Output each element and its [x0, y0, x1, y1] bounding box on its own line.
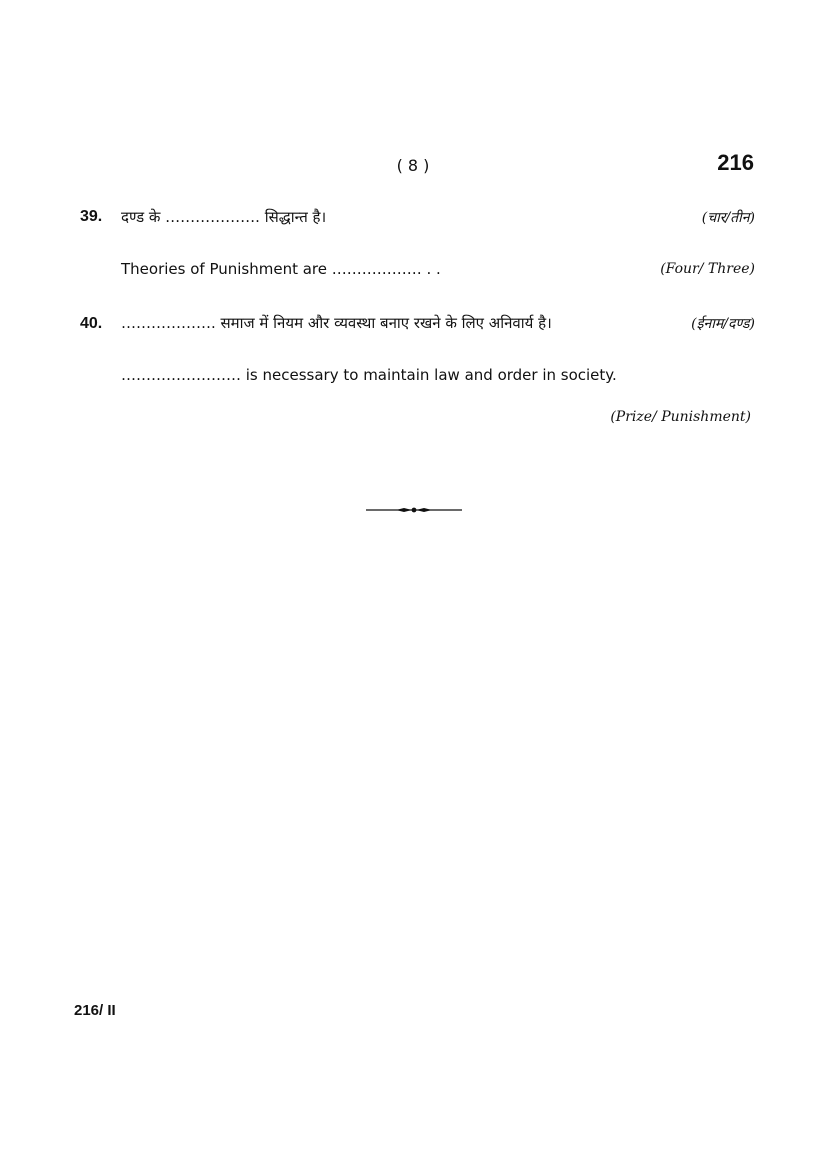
question-40-english-options: (Prize/ Punishment) [610, 409, 751, 425]
paper-code: 216 [717, 150, 754, 175]
page-number: ( 8 ) [396, 156, 430, 175]
ornament-divider [366, 503, 462, 517]
question-39-english-options: (Four/ Three) [660, 261, 755, 277]
question-40-hindi-text: ………………. समाज में नियम और व्यवस्था बनाए रखने के लिए अनिवार्य है। [121, 314, 552, 332]
question-40-number: 40. [80, 315, 103, 332]
question-39-hindi-options: (चार/तीन) [701, 210, 755, 226]
question-40-english-text: …………………… is necessary to maintain law and order in society. [121, 366, 617, 384]
question-40-hindi-options: (ईनाम/दण्ड) [691, 316, 755, 332]
question-39-hindi-text: दण्ड के ………………. सिद्धान्त है। [121, 208, 327, 226]
footer-paper-code: 216/ II [74, 1002, 116, 1019]
question-39-number: 39. [80, 208, 103, 225]
question-39-english-text: Theories of Punishment are ……………… . . [121, 260, 441, 278]
